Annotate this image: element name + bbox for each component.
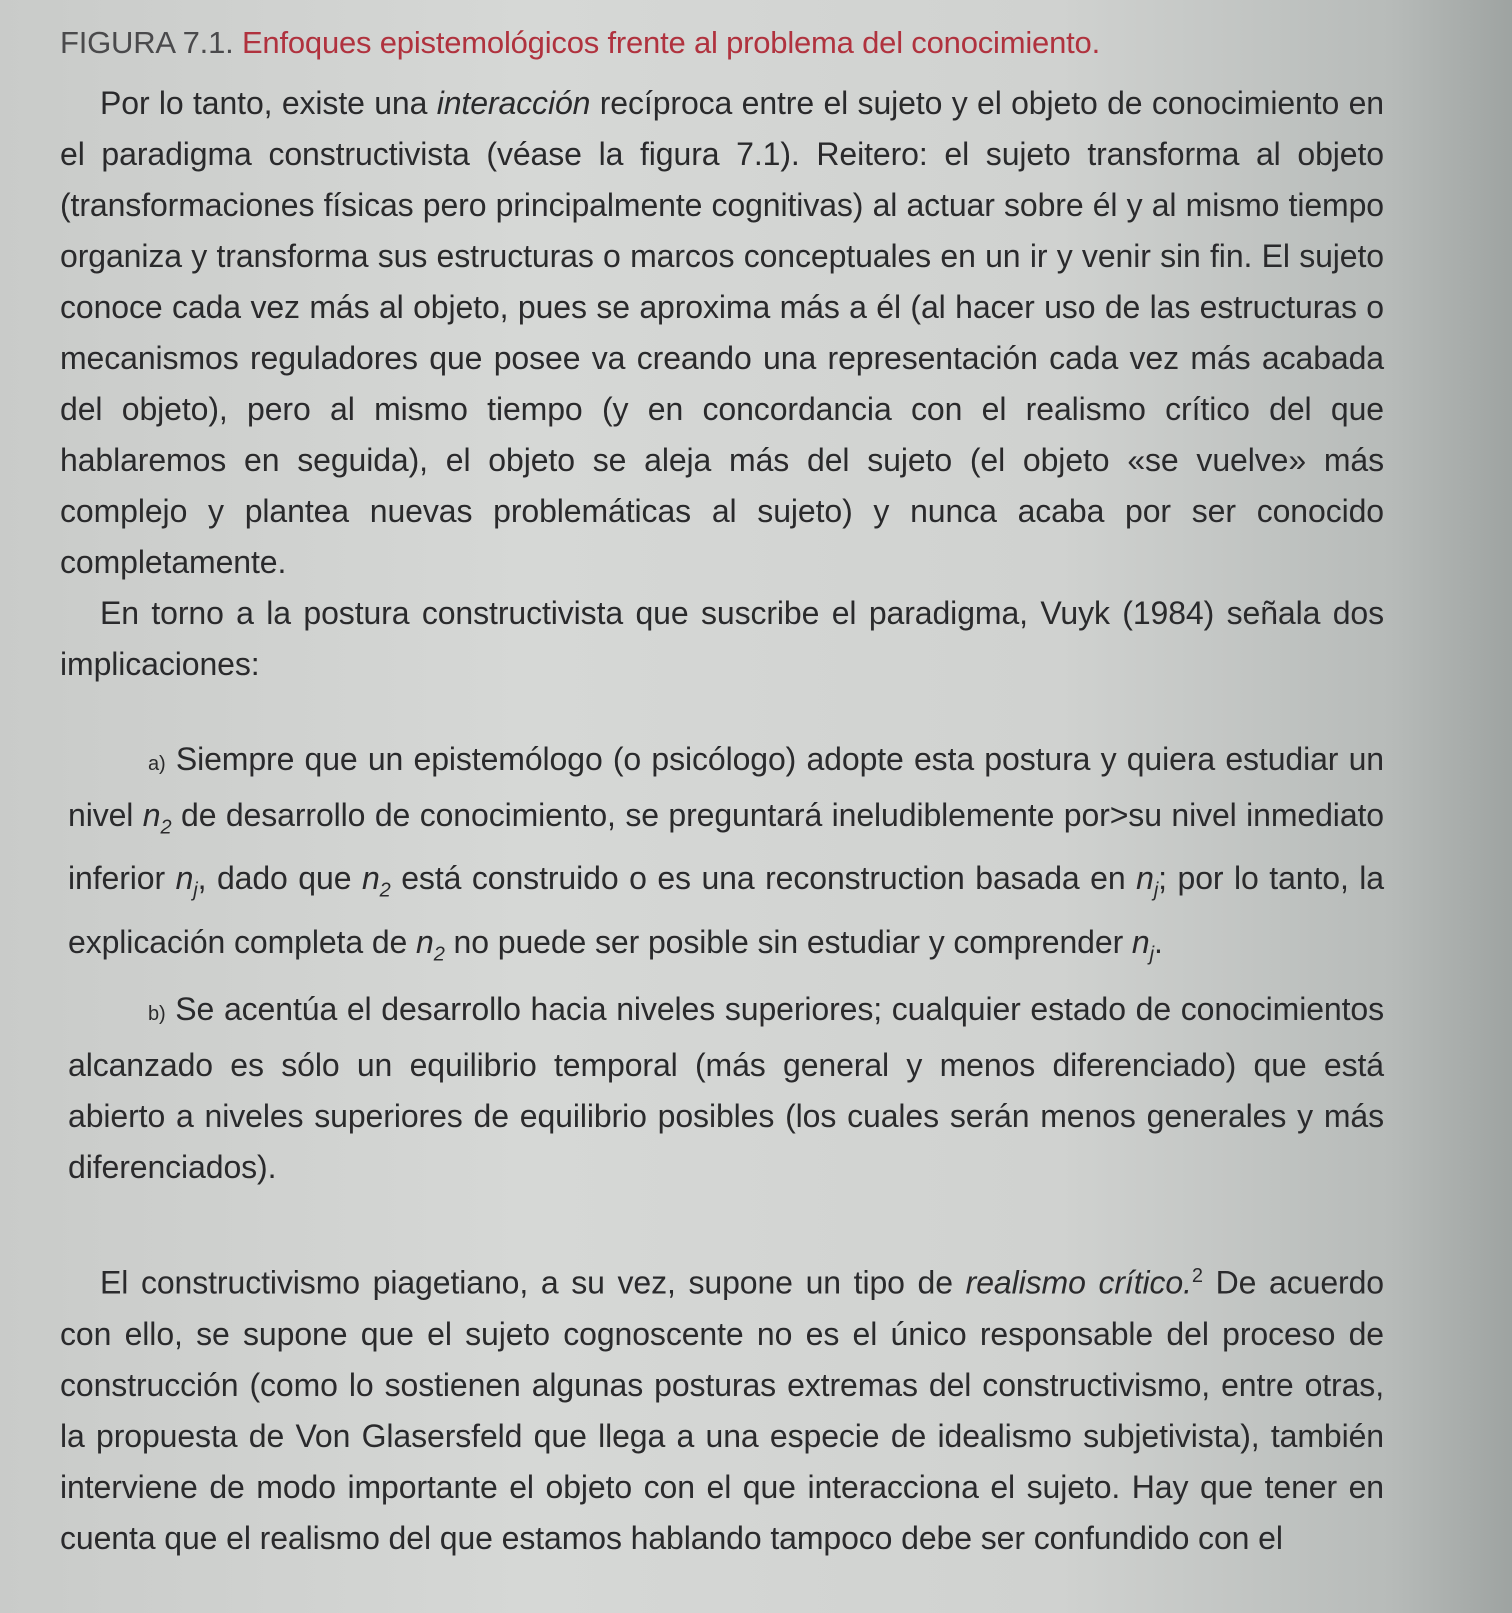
list-item-b: [68, 984, 1384, 1193]
var-nj: $n_j$: [1136, 860, 1159, 902]
text-run: de desarrollo de conocimiento, se preguntará ineludiblemente por>su nivel inmediato inferior: [68, 797, 1384, 897]
figure-caption: [60, 22, 1384, 64]
text-run: no puede ser posible sin estudiar y comprender: [444, 923, 1132, 960]
figure-label: FIGURA 7.1.: [60, 25, 234, 60]
paragraph-interaction: [60, 78, 1384, 588]
text-run: Siempre que un epistemólogo (o psicólogo) adopte esta postura y quiera estudiar un nivel: [68, 741, 1384, 833]
var-n2: $n_2$: [142, 797, 172, 839]
text-run: .: [1153, 923, 1163, 960]
text-run: ; por lo tanto, la explicación completa de: [68, 860, 1384, 960]
var-nj: $n_j$: [1131, 923, 1154, 966]
list-marker-a: a): [148, 753, 166, 775]
text-run: El constructivismo piagetiano, a su vez, supone un tipo de: [100, 1264, 966, 1301]
text-run: Por lo tanto, existe una: [100, 85, 437, 121]
implications-list: [68, 734, 1384, 1193]
text-run: Se acentúa el desarrollo hacia niveles superiores; cualquier estado de conocimientos alcanzado es sólo un equilibrio temporal (más general y menos diferenciado) que está abierto a niveles superiores de equilibrio posibles (los cuales serán menos generales y más diferenciados).: [68, 991, 1384, 1186]
figure-title: Enfoques epistemológicos frente al problema del conocimiento.: [241, 25, 1100, 60]
text-run: está construido o es una reconstruction basada en: [390, 860, 1137, 897]
list-marker-b: b): [148, 1003, 166, 1026]
list-item-a: [68, 734, 1384, 980]
var-n2: $n_2$: [361, 860, 391, 902]
emphasis-interaccion: interacción: [436, 85, 591, 121]
paragraph-critical-realism: [60, 1251, 1384, 1564]
text-run: recíproca entre el sujeto y el objeto de conocimiento en el paradigma constructivista (véase la figura 7.1). Reitero: el sujeto transforma al objeto (transformaciones físicas pero principalmente cognitivas) al actuar sobre él y al mismo tiempo organiza y transforma sus estructuras o marcos conceptuales en un ir y venir sin fin. El sujeto conoce cada vez más al objeto, pues se aproxima más a él (al hacer uso de las estructuras o mecanismos reguladores que posee va creando una representación cada vez más acabada del objeto), pero al mismo tiempo (y en concordancia con el realismo crítico del que hablaremos en seguida), el objeto se aleja más del sujeto (el objeto «se vuelve» más complejo y plantea nuevas problemáticas al sujeto) y nunca acaba por ser conocido completamente.: [60, 85, 1384, 580]
paragraph-vuyk: En torno a la postura constructivista que suscribe el paradigma, Vuyk (1984) señala dos implicaciones:: [60, 595, 1384, 682]
text-run: , dado que: [197, 860, 362, 897]
text-run: De acuerdo con ello, se supone que el sujeto cognoscente no es el único responsable del proceso de construcción (como lo sostienen algunas posturas extremas del constructivismo, entre otras, la propuesta de Von Glasersfeld que llega a una especie de idealismo subjetivista), también interviene de modo importante el objeto con el que interacciona el sujeto. Hay que tener en cuenta que el realismo del que estamos hablando tampoco debe ser confundido con el: [60, 1264, 1384, 1556]
footnote-ref[interactable]: 2: [1191, 1265, 1203, 1288]
var-n2: $n_2$: [416, 923, 445, 966]
var-nj: $n_j$: [175, 860, 198, 902]
emphasis-realismo-critico: realismo crítico.: [965, 1264, 1192, 1301]
